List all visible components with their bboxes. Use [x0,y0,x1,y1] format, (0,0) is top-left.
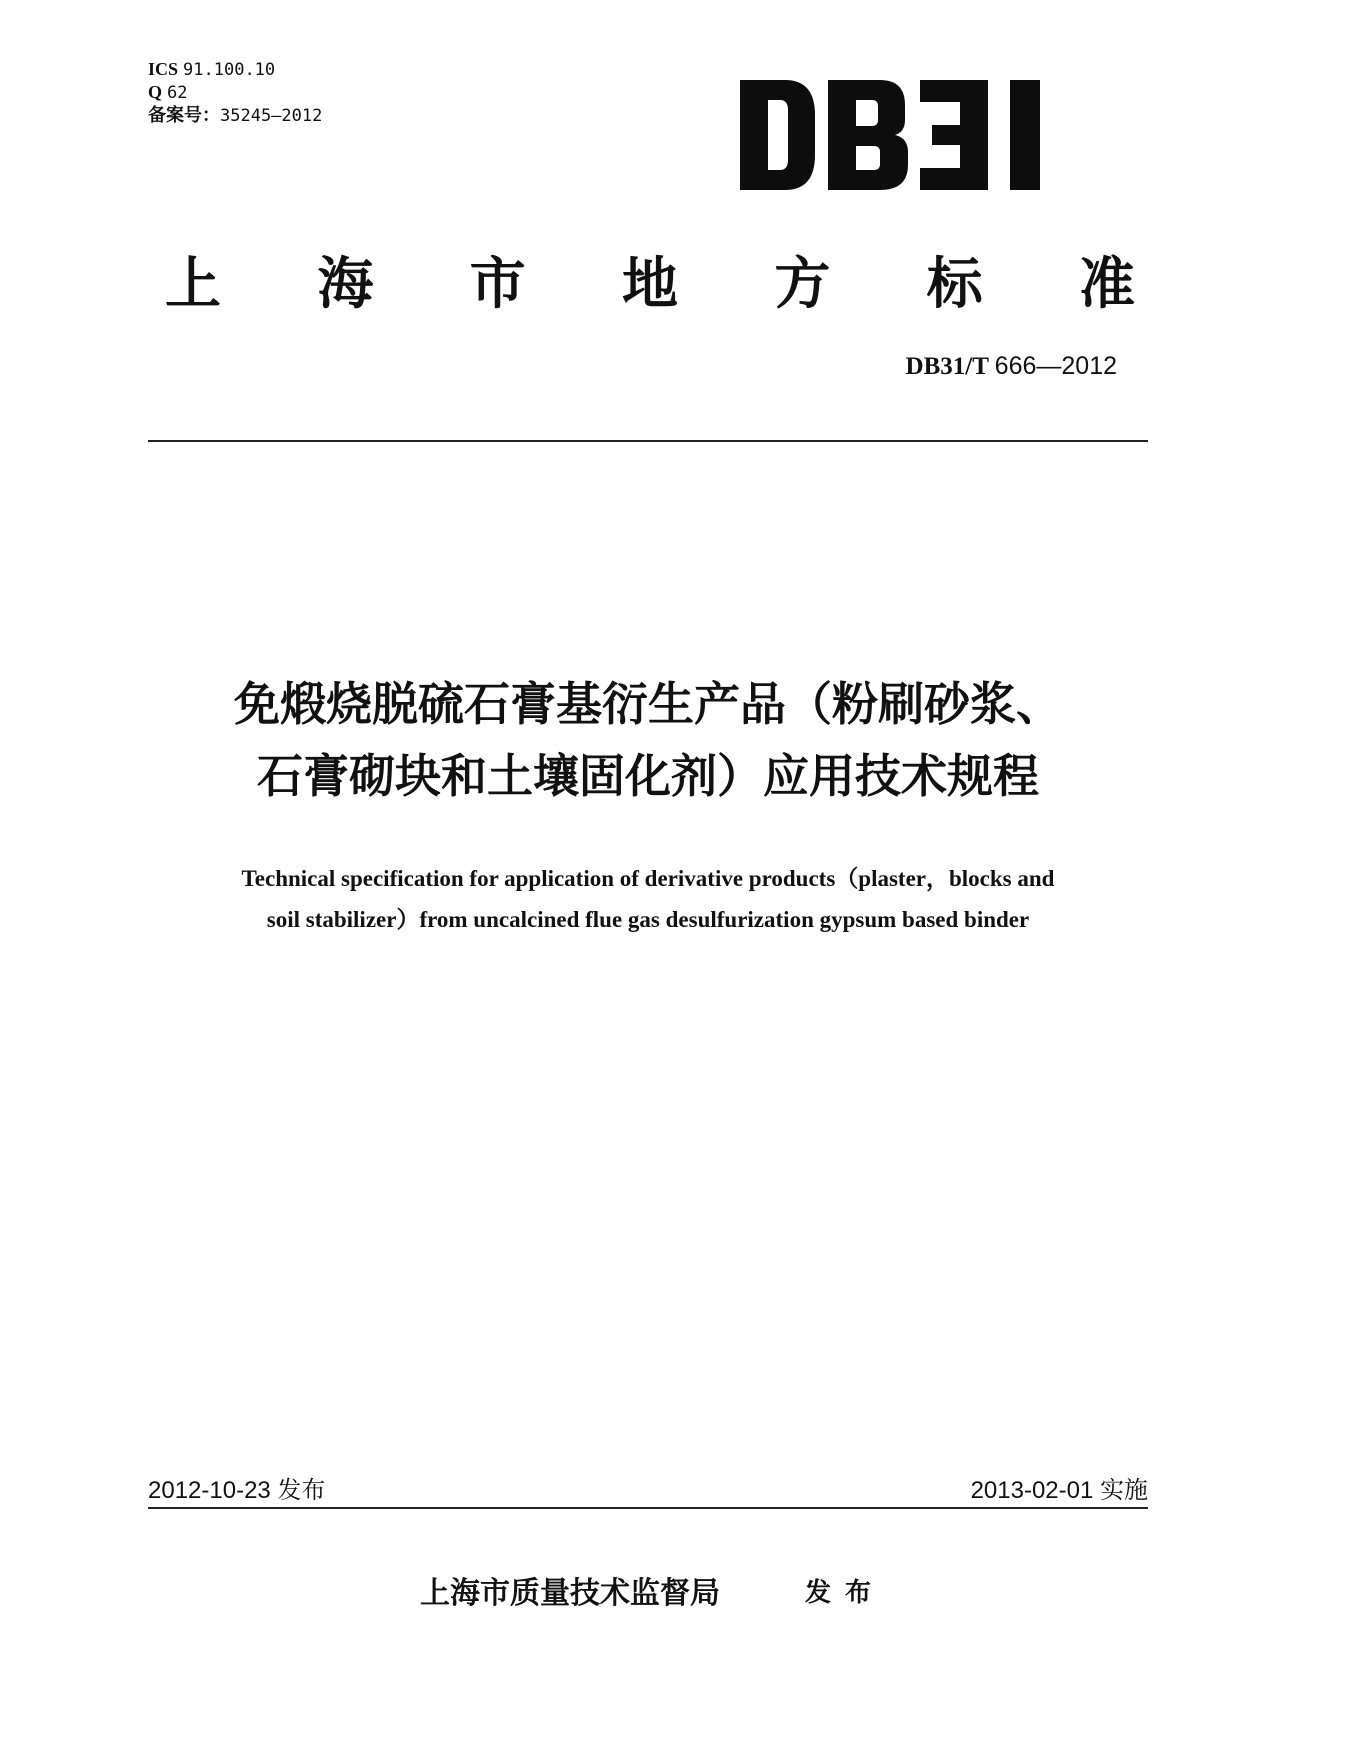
record-number [148,104,322,127]
english-title-line-1: Technical specification for application of derivative products（plaster，blocks and [241,866,1055,891]
record-value: 35245—2012 [220,106,323,126]
standard-type-char: 方 [774,252,831,317]
standard-type-char: 标 [926,252,983,317]
standard-type-char: 海 [317,252,374,317]
standard-type-char: 地 [621,252,678,317]
publisher-action: 发布 [805,1578,886,1608]
ics-label: ICS [148,59,179,79]
document-metadata [148,58,322,127]
classification-label: Q [148,82,163,102]
chinese-title-line-1: 免煅烧脱硫石膏基衍生产品（粉刷砂浆、 [234,677,1062,731]
document-code-prefix: DB31/T [905,353,989,380]
bottom-divider [148,1507,1148,1509]
ics-value: 91.100.10 [183,60,276,80]
standard-type-char: 上 [165,252,221,317]
chinese-title-line-2: 石膏砌块和土壤固化剂）应用技术规程 [257,749,1039,803]
english-title [148,858,1148,940]
publish-date: 2012-10-23 发布 [148,1477,326,1504]
standard-type-char: 准 [1078,252,1135,317]
publisher-name: 上海市质量技术监督局 [420,1576,720,1611]
classification-code [148,81,322,104]
standard-type-char: 市 [469,252,526,317]
ics-code [148,58,322,81]
chinese-title [148,668,1148,812]
classification-value: 62 [167,83,188,103]
standard-type-title [165,240,1135,320]
document-code [906,352,1117,381]
db31-logo [740,70,1080,200]
top-divider [148,440,1148,442]
implementation-date: 2013-02-01 实施 [970,1477,1148,1504]
document-code-number: 666—2012 [994,352,1117,380]
english-title-line-2: soil stabilizer）from uncalcined flue gas desulfurization gypsum based binder [266,907,1030,932]
db31-logo-graphic [740,70,1080,200]
record-label: 备案号： [148,105,220,125]
